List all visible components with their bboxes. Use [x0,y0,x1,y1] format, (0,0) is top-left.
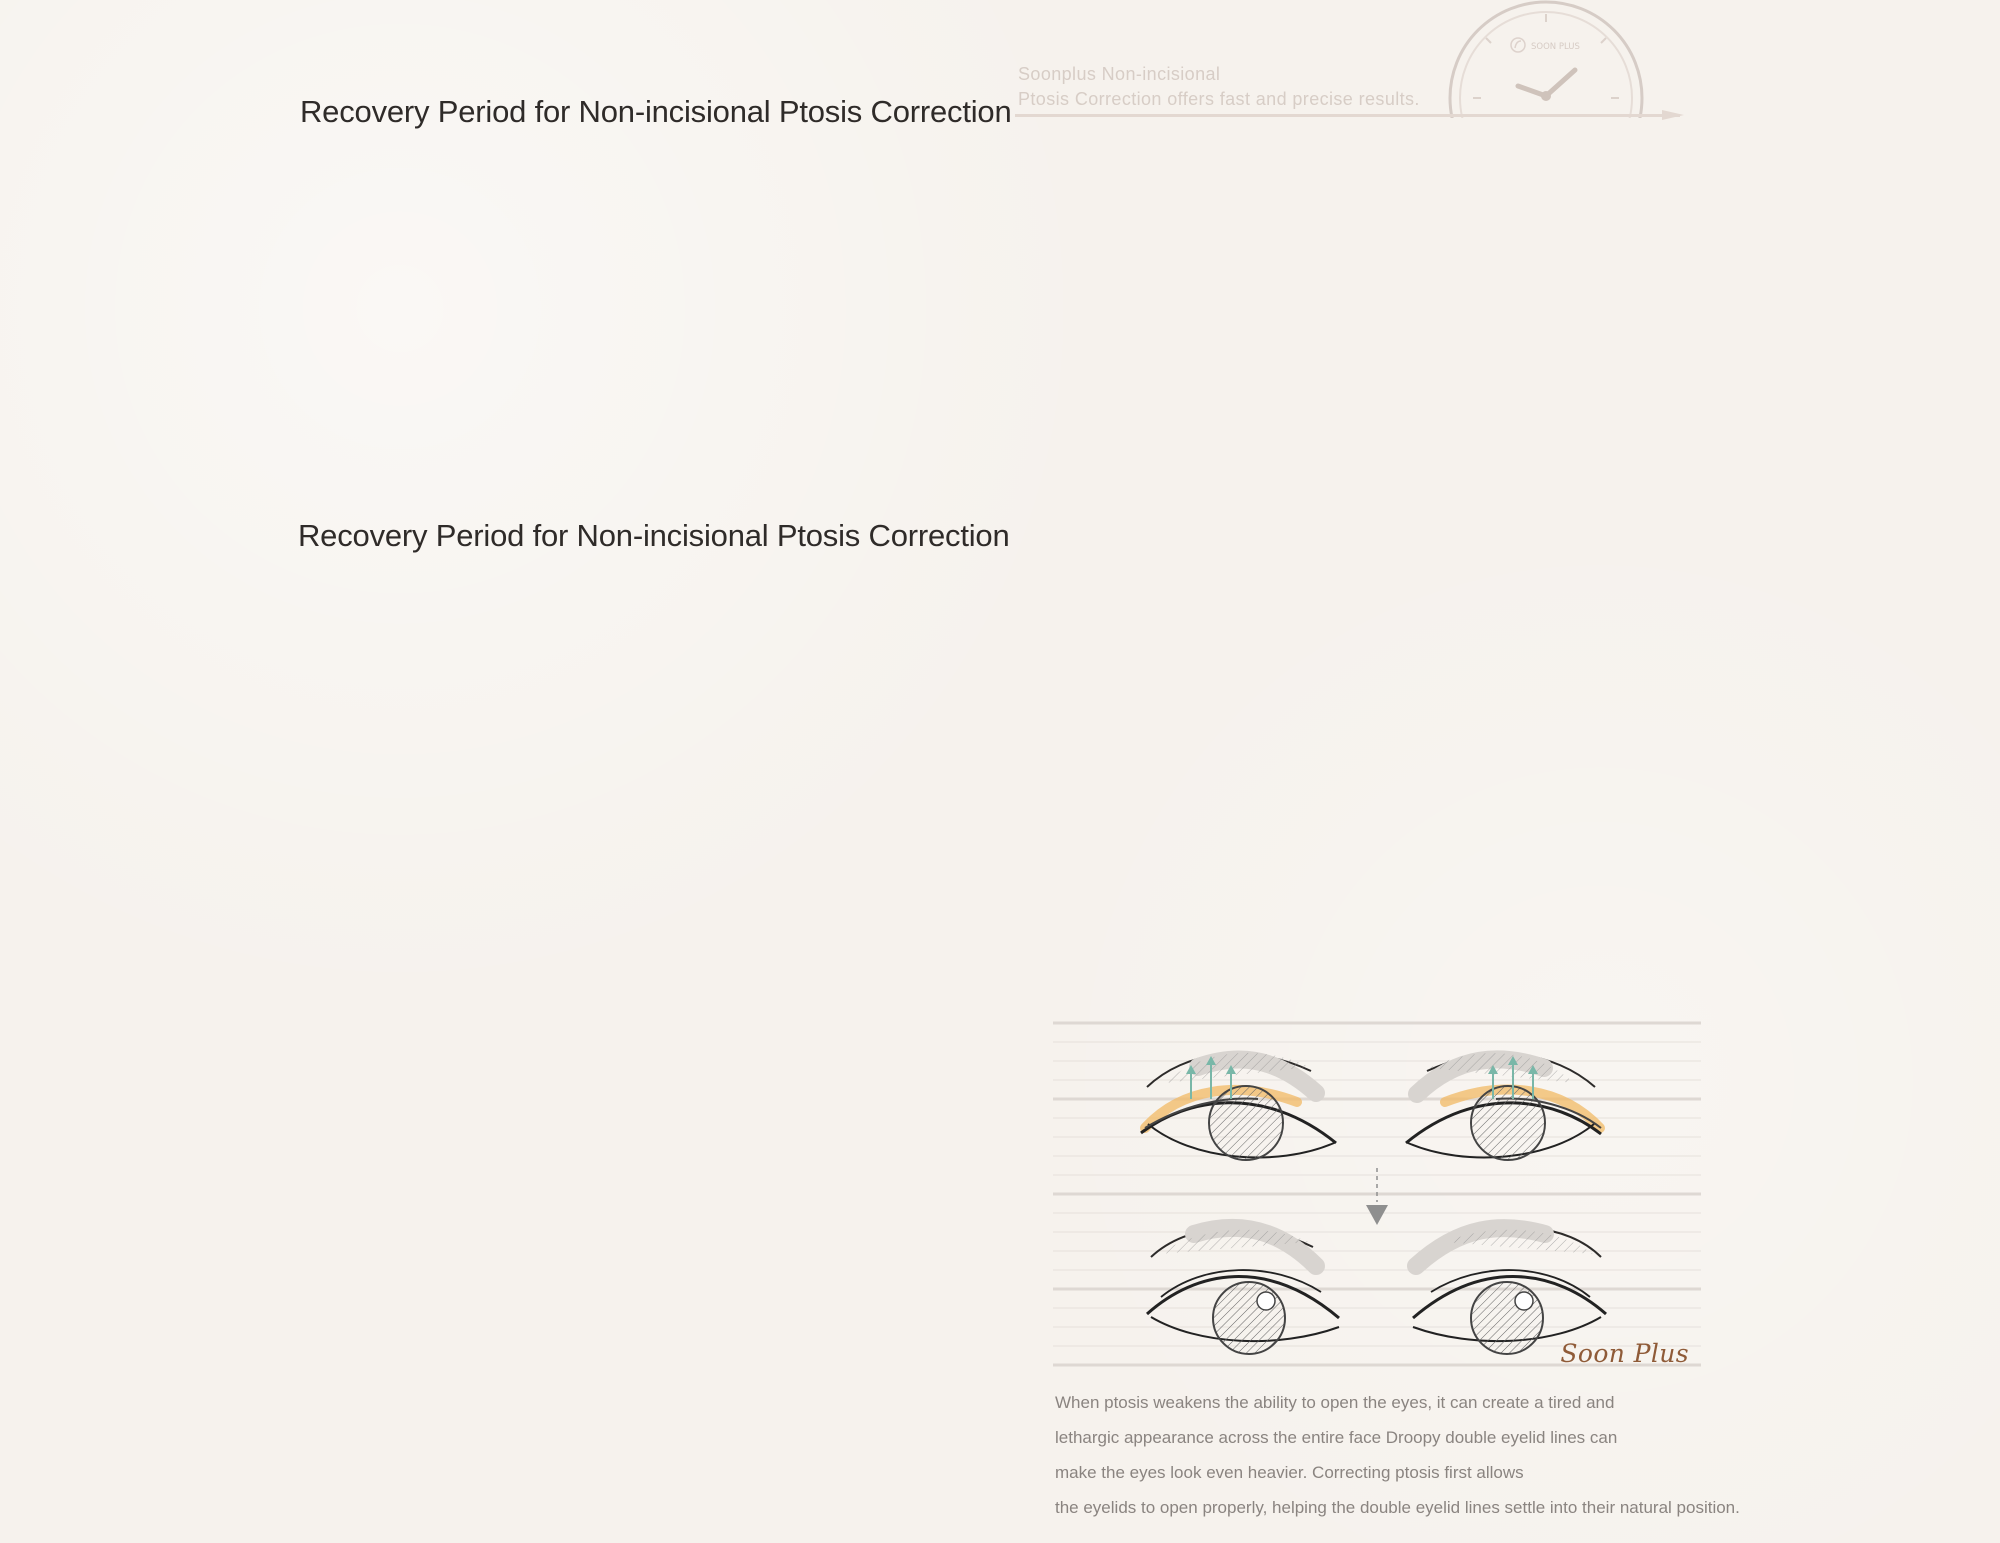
description-line: When ptosis weakens the ability to open the eyes, it can create a tired and [1055,1393,1615,1412]
description-line: the eyelids to open properly, helping the double eyelid lines settle into their natural position. [1055,1498,1740,1517]
hero-note-line-2: Ptosis Correction offers fast and precise results. [1018,89,1420,109]
description-line: make the eyes look even heavier. Correcting ptosis first allows [1055,1463,1524,1482]
arrow-down-icon [1366,1168,1388,1225]
description-block [1055,1385,1785,1525]
eye-illustration-svg [1053,1020,1701,1372]
eye-pair-top [1141,1053,1601,1160]
page-title-top: Recovery Period for Non-incisional Ptosis Correction [300,94,1012,129]
logo-icon [1511,38,1580,52]
hero-note [1018,62,1458,112]
eye-left-top [1141,1053,1336,1160]
page-title-middle: Recovery Period for Non-incisional Ptosis Correction [298,518,1010,553]
eye-right-top [1406,1053,1601,1160]
brand-signature: Soon Plus [1560,1339,1689,1368]
eye-illustration [1053,1020,1701,1372]
badge-text: SOON PLUS [1531,42,1580,52]
hero-note-line-1: Soonplus Non-incisional [1018,64,1221,84]
eye-left-bottom [1147,1228,1339,1354]
hero-divider [1015,114,1680,117]
description-line: lethargic appearance across the entire face Droopy double eyelid lines can [1055,1428,1618,1447]
arrow-right-icon [1662,106,1694,124]
eye-right-bottom [1413,1228,1606,1354]
eye-pair-bottom [1147,1228,1606,1354]
clock-icon [1448,0,1644,118]
